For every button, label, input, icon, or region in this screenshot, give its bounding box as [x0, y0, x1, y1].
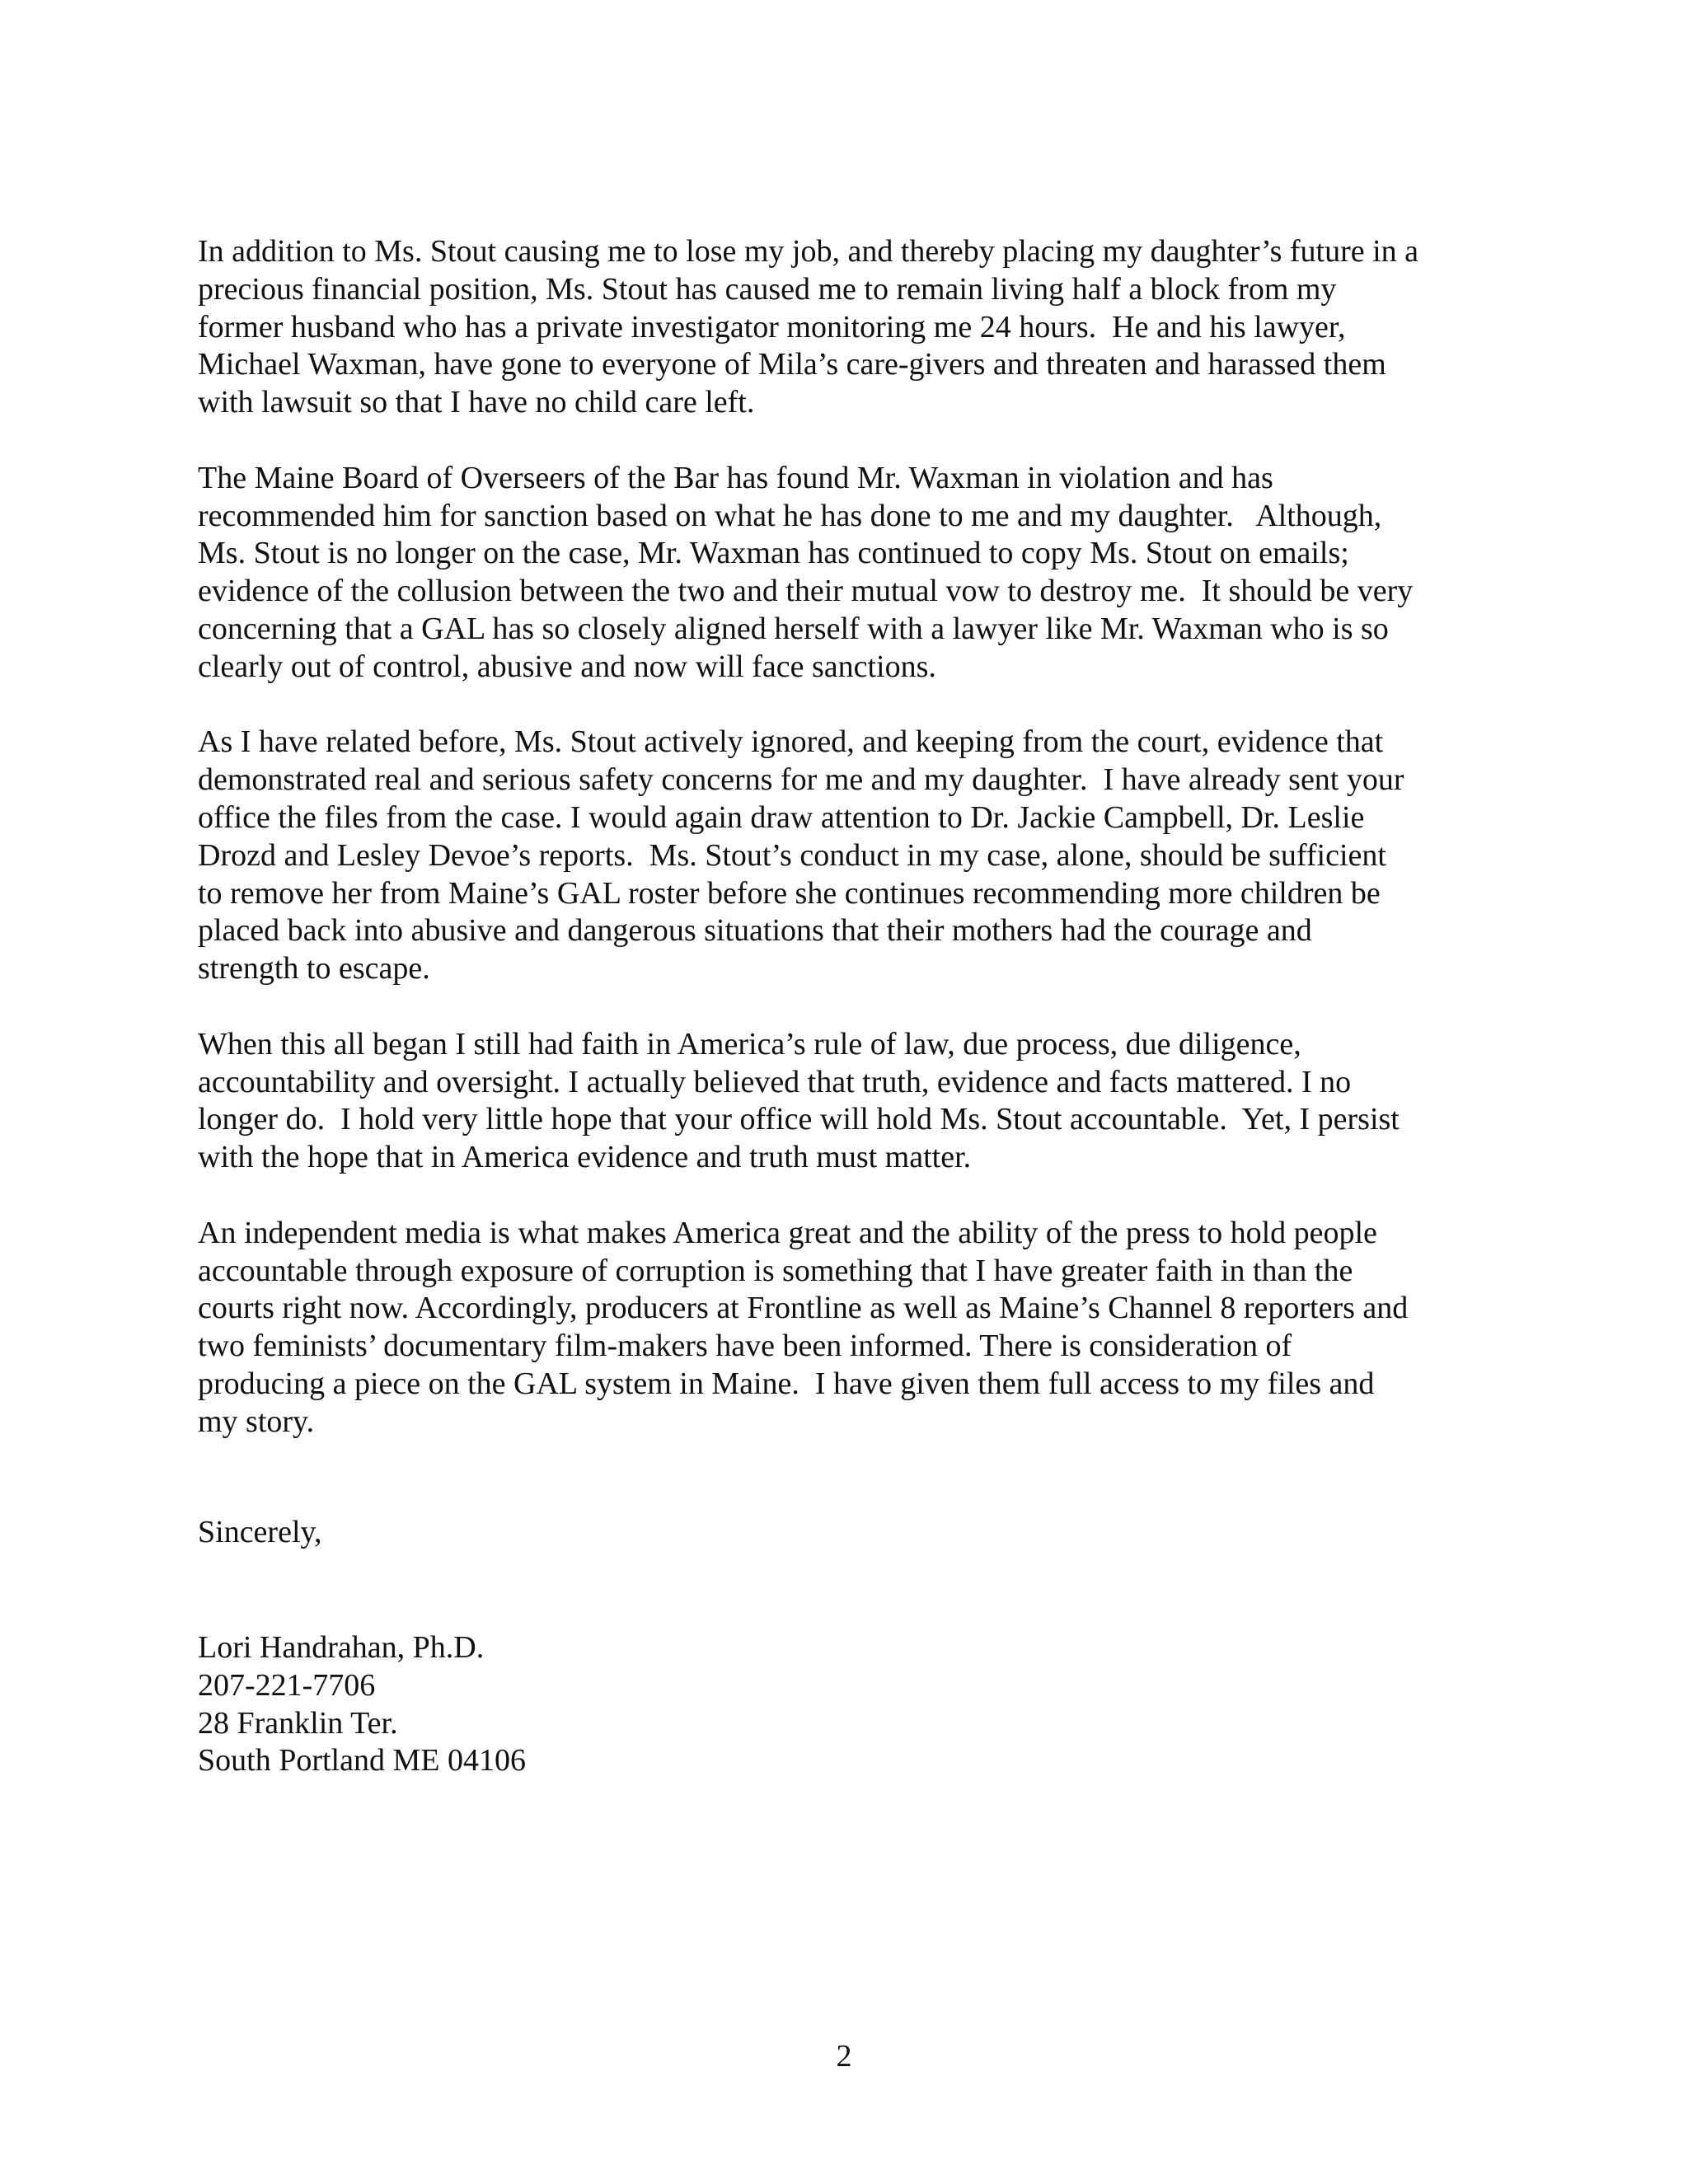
paragraph-rule-of-law: [198, 1026, 1533, 1177]
text-line: concerning that a GAL has so closely aligned herself with a lawyer like Mr. Waxman who is so: [198, 611, 1389, 646]
signer-name: Lori Handrahan, Ph.D.: [198, 1630, 485, 1665]
text-line: producing a piece on the GAL system in Maine. I have given them full access to my files and: [198, 1366, 1375, 1401]
text-line: Drozd and Lesley Devoe’s reports. Ms. Stout’s conduct in my case, alone, should be sufficient: [198, 837, 1386, 873]
text-line: As I have related before, Ms. Stout actively ignored, and keeping from the court, evidence that: [198, 724, 1384, 760]
paragraph-gap: [198, 1177, 1533, 1215]
paragraph-independent-media: [198, 1215, 1533, 1441]
paragraph-gap: [198, 988, 1533, 1026]
text-line: demonstrated real and serious safety concerns for me and my daughter. I have already sent your: [198, 762, 1404, 798]
text-line: office the files from the case. I would again draw attention to Dr. Jackie Campbell, Dr. Leslie: [198, 799, 1365, 835]
text-line: evidence of the collusion between the two and their mutual vow to destroy me. It should be very: [198, 574, 1414, 609]
signer-street-address: 28 Franklin Ter.: [198, 1705, 398, 1741]
paragraph-gap: [198, 422, 1533, 460]
closing-salutation: Sincerely,: [198, 1515, 322, 1549]
text-line: strength to escape.: [198, 951, 430, 987]
text-line: accountable through exposure of corruption is something that I have greater faith in than the: [198, 1253, 1353, 1288]
paragraph-safety-concerns: [198, 724, 1533, 988]
signature-block: [198, 1629, 526, 1780]
text-line: former husband who has a private investigator monitoring me 24 hours. He and his lawyer,: [198, 309, 1346, 344]
text-line: with lawsuit so that I have no child care left.: [198, 385, 755, 420]
paragraph-job-loss: [198, 233, 1533, 422]
text-line: longer do. I hold very little hope that your office will hold Ms. Stout accountable. Yet, I persist: [198, 1102, 1400, 1137]
text-line: courts right now. Accordingly, producers at Frontline as well as Maine’s Channel 8 reporters and: [198, 1291, 1409, 1326]
text-line: two feminists’ documentary film-makers have been informed. There is consideration of: [198, 1329, 1292, 1364]
text-line: recommended him for sanction based on what he has done to me and my daughter. Although,: [198, 498, 1382, 533]
paragraph-gap: [198, 687, 1533, 724]
text-line: accountability and oversight. I actually believed that truth, evidence and facts mattered. I no: [198, 1064, 1352, 1099]
text-line: In addition to Ms. Stout causing me to lose my job, and thereby placing my daughter’s future in a: [198, 234, 1419, 269]
text-line: with the hope that in America evidence and truth must matter.: [198, 1140, 972, 1175]
text-line: precious financial position, Ms. Stout has caused me to remain living half a block from my: [198, 271, 1337, 307]
text-line: my story.: [198, 1404, 315, 1439]
letter-body: [198, 233, 1533, 1441]
signer-city-line: South Portland ME 04106: [198, 1743, 526, 1779]
text-line: Ms. Stout is no longer on the case, Mr. Waxman has continued to copy Ms. Stout on emails;: [198, 536, 1349, 571]
text-line: When this all began I still had faith in America’s rule of law, due process, due diligence,: [198, 1026, 1301, 1062]
text-line: The Maine Board of Overseers of the Bar has found Mr. Waxman in violation and has: [198, 460, 1273, 495]
text-line: An independent media is what makes America great and the ability of the press to hold people: [198, 1215, 1377, 1250]
text-line: clearly out of control, abusive and now will face sanctions.: [198, 649, 936, 684]
text-line: Michael Waxman, have gone to everyone of Mila’s care-givers and threaten and harassed them: [198, 347, 1386, 382]
text-line: placed back into abusive and dangerous situations that their mothers had the courage and: [198, 913, 1312, 949]
page-number: 2: [836, 2039, 852, 2074]
signer-phone: 207-221-7706: [198, 1667, 376, 1703]
text-line: to remove her from Maine’s GAL roster before she continues recommending more children be: [198, 875, 1381, 911]
paragraph-board-of-overseers: [198, 460, 1533, 687]
